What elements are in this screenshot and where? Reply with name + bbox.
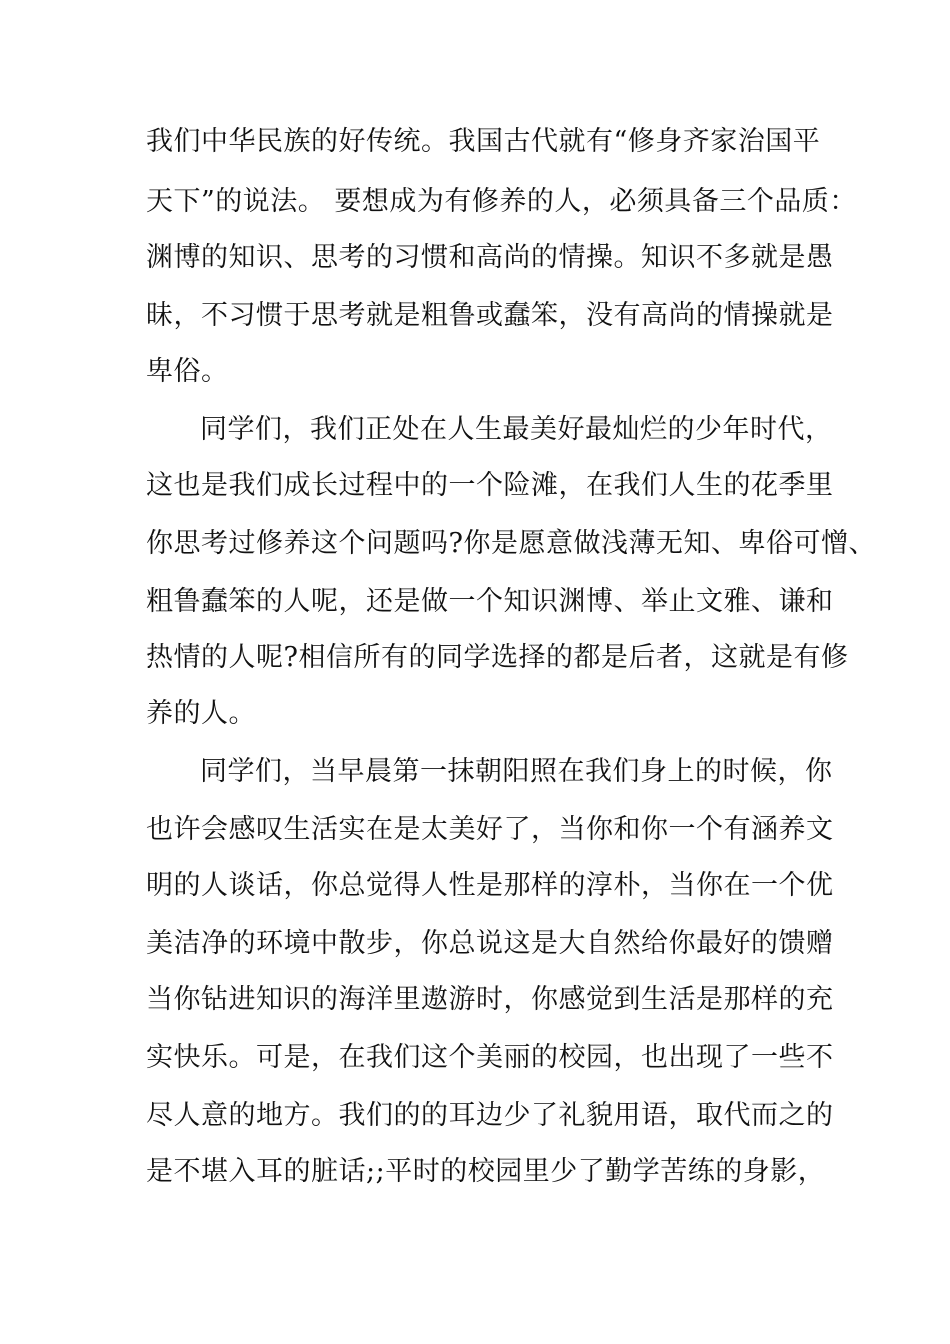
text-line: 热情的人呢?相信所有的同学选择的都是后者，这就是有修 bbox=[146, 642, 849, 673]
text-line: 也许会感叹生活实在是太美好了，当你和你一个有涵养文 bbox=[146, 814, 834, 845]
paragraph-start-line: 同学们，我们正处在人生最美好最灿烂的少年时代， bbox=[200, 414, 833, 445]
text-line: 明的人谈话，你总觉得人性是那样的淳朴，当你在一个优 bbox=[146, 870, 834, 901]
text-line: 养的人。 bbox=[146, 698, 256, 729]
text-line: 实快乐。可是，在我们这个美丽的校园，也出现了一些不 bbox=[146, 1042, 834, 1073]
text-line: 这也是我们成长过程中的一个险滩，在我们人生的花季里 bbox=[146, 470, 834, 501]
paragraph-start-line: 同学们，当早晨第一抹朝阳照在我们身上的时候，你 bbox=[200, 756, 833, 787]
text-line: 渊博的知识、思考的习惯和高尚的情操。知识不多就是愚 bbox=[146, 242, 834, 273]
text-line: 我们中华民族的好传统。我国古代就有“修身齐家治国平 bbox=[146, 126, 821, 157]
text-line: 尽人意的地方。我们的的耳边少了礼貌用语，取代而之的 bbox=[146, 1100, 834, 1131]
text-line: 当你钻进知识的海洋里遨游时，你感觉到生活是那样的充 bbox=[146, 984, 834, 1015]
text-line: 天下”的说法。 要想成为有修养的人，必须具备三个品质： bbox=[146, 186, 857, 217]
text-line: 你思考过修养这个问题吗?你是愿意做浅薄无知、卑俗可憎、 bbox=[146, 528, 876, 559]
text-line: 昧，不习惯于思考就是粗鲁或蠢笨，没有高尚的情操就是 bbox=[146, 300, 834, 331]
text-line: 粗鲁蠢笨的人呢，还是做一个知识渊博、举止文雅、谦和 bbox=[146, 586, 834, 617]
text-line: 卑俗。 bbox=[146, 356, 229, 387]
text-line: 是不堪入耳的脏话;;平时的校园里少了勤学苦练的身影， bbox=[146, 1156, 826, 1187]
text-line: 美洁净的环境中散步，你总说这是大自然给你最好的馈赠 bbox=[146, 928, 834, 959]
